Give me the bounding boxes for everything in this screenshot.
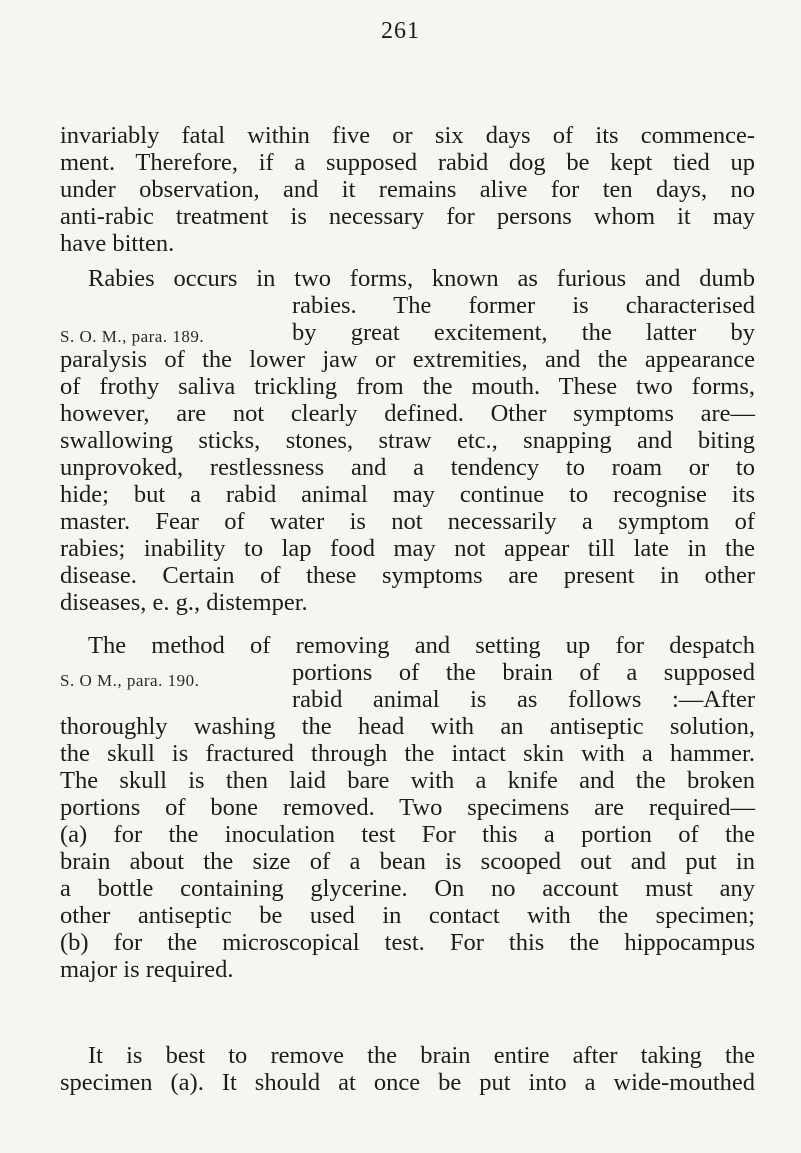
text-line: have bitten. [60, 230, 175, 257]
text-line: master. Fear of water is not necessarily a symptom of [60, 508, 755, 535]
paragraph-4 [60, 1042, 755, 1096]
text-line: (a) for the inoculation test For this a portion of the [60, 821, 755, 848]
text-line: disease. Certain of these symptoms are present in other [60, 562, 755, 589]
margin-note-para-190: S. O M., para. 190. [60, 671, 200, 690]
text-line: invariably fatal within five or six days of its commence- [60, 122, 755, 149]
text-line: portions of the brain of a supposed [292, 659, 755, 686]
text-line: The skull is then laid bare with a knife and the broken [60, 767, 755, 794]
text-line: under observation, and it remains alive for ten days, no [60, 176, 755, 203]
text-line: other antiseptic be used in contact with the specimen; [60, 902, 755, 929]
text-line: of frothy saliva trickling from the mouth. These two forms, [60, 373, 755, 400]
text-line: however, are not clearly defined. Other symptoms are— [60, 400, 755, 427]
text-line: rabid animal is as follows :—After [292, 686, 755, 713]
text-line: the skull is fractured through the intact skin with a hammer. [60, 740, 755, 767]
text-line: ment. Therefore, if a supposed rabid dog be kept tied up [60, 149, 755, 176]
margin-note-para-189: S. O. M., para. 189. [60, 327, 205, 346]
text-line: a bottle containing glycerine. On no account must any [60, 875, 755, 902]
text-line: by great excitement, the latter by [292, 319, 755, 346]
text-line: Rabies occurs in two forms, known as furious and dumb [88, 265, 755, 292]
text-line: hide; but a rabid animal may continue to recognise its [60, 481, 755, 508]
paragraph-1 [60, 122, 755, 257]
text-line: thoroughly washing the head with an antiseptic solution, [60, 713, 755, 740]
text-line: specimen (a). It should at once be put into a wide-mouthed [60, 1069, 755, 1096]
page-number: 261 [381, 18, 420, 44]
text-line: portions of bone removed. Two specimens are required— [60, 794, 755, 821]
text-line: major is required. [60, 956, 234, 983]
text-line: The method of removing and setting up for despatch [88, 632, 755, 659]
text-line: (b) for the microscopical test. For this the hippocampus [60, 929, 755, 956]
text-line: diseases, e. g., distemper. [60, 589, 308, 616]
text-line: anti-rabic treatment is necessary for persons whom it may [60, 203, 755, 230]
text-line: paralysis of the lower jaw or extremities, and the appearance [60, 346, 755, 373]
text-line: It is best to remove the brain entire after taking the [88, 1042, 755, 1069]
text-line: unprovoked, restlessness and a tendency to roam or to [60, 454, 755, 481]
text-line: brain about the size of a bean is scooped out and put in [60, 848, 755, 875]
text-line: swallowing sticks, stones, straw etc., snapping and biting [60, 427, 755, 454]
paragraph-2 [60, 265, 755, 616]
text-line: rabies; inability to lap food may not appear till late in the [60, 535, 755, 562]
text-line: rabies. The former is characterised [292, 292, 755, 319]
